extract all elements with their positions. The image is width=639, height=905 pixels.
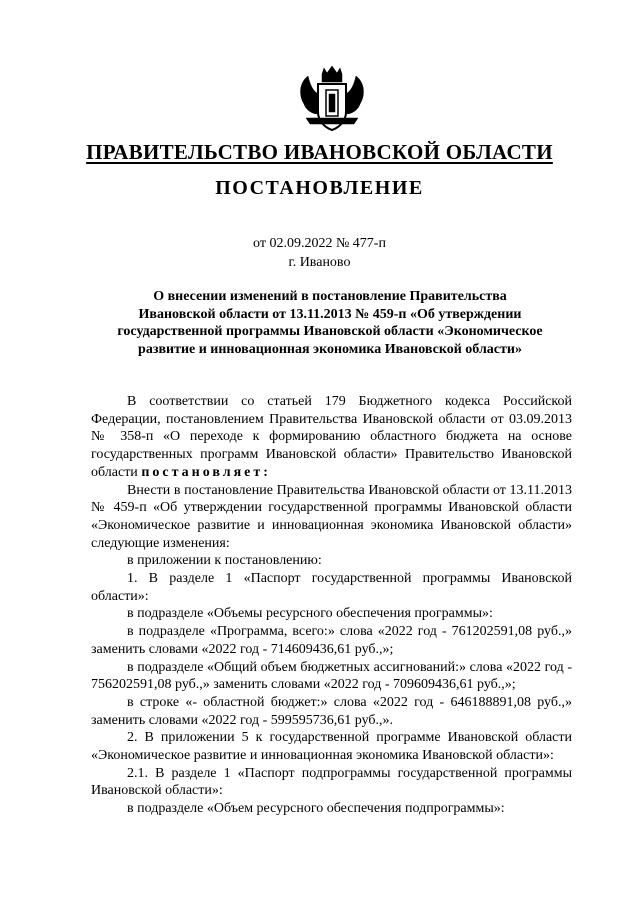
paragraph — [91, 393, 572, 482]
paragraph: в подразделе «Объемы ресурсного обеспечения программы»: — [127, 606, 493, 622]
decree-keyword: постановляет: — [141, 464, 271, 480]
paragraph: в подразделе «Объем ресурсного обеспечения подпрограммы»: — [127, 801, 505, 817]
paragraph: 1. В разделе 1 «Паспорт государственной программы Ивановской области»: — [91, 571, 572, 604]
paragraph: Внести в постановление Правительства Ивановской области от 13.11.2013 № 459-п «Об утверждении государственной программы Ивановской области «Экономическое развитие и инновационная экономика Ивановской области» следующие изменения: — [91, 482, 572, 551]
paragraph-text: В соответствии со статьей 179 Бюджетного кодекса Российской Федерации, постановлением Правительства Ивановской области от 03.09.2013 № 358-п «О переходе к формированию областного бюджета на основе государственных программ Ивановской области» Правительство Ивановской области — [91, 394, 572, 480]
paragraph: в подразделе «Программа, всего:» слова «2022 год - 761202591,08 руб.,» заменить словами «2022 год - 714609436,61 руб.,»; — [91, 624, 572, 657]
paragraph: в приложении к постановлению: — [127, 553, 322, 569]
document-city: г. Иваново — [288, 255, 351, 270]
title-line: государственной программы Ивановской области «Экономическое — [117, 324, 543, 339]
paragraph: в подразделе «Общий объем бюджетных ассигнований:» слова «2022 год - 756202591,08 руб.,» заменить словами «2022 год - 709609436,61 руб.,»; — [91, 659, 572, 693]
paragraph: 2.1. В разделе 1 «Паспорт подпрограммы государственной программы Ивановской области»: — [91, 765, 572, 799]
document-date-number: от 02.09.2022 № 477-п — [253, 236, 386, 251]
coat-of-arms-icon — [296, 64, 368, 132]
document-title — [90, 288, 570, 358]
title-line: развитие и инновационная экономика Ивановской области» — [138, 341, 522, 357]
document-type: ПОСТАНОВЛЕНИЕ — [215, 177, 424, 199]
organization-name: ПРАВИТЕЛЬСТВО ИВАНОВСКОЙ ОБЛАСТИ — [86, 140, 553, 164]
title-line: О внесении изменений в постановление Правительства — [153, 289, 507, 304]
paragraph: 2. В приложении 5 к государственной программе Ивановской области «Экономическое развитие и инновационная экономика Ивановской области»: — [91, 730, 572, 764]
paragraph: в строке «- областной бюджет:» слова «2022 год - 646188891,08 руб.,» заменить словами «2022 год - 599595736,61 руб.,». — [91, 694, 572, 728]
document-body — [91, 393, 572, 818]
title-line: Ивановской области от 13.11.2013 № 459-п «Об утверждении — [138, 306, 522, 322]
